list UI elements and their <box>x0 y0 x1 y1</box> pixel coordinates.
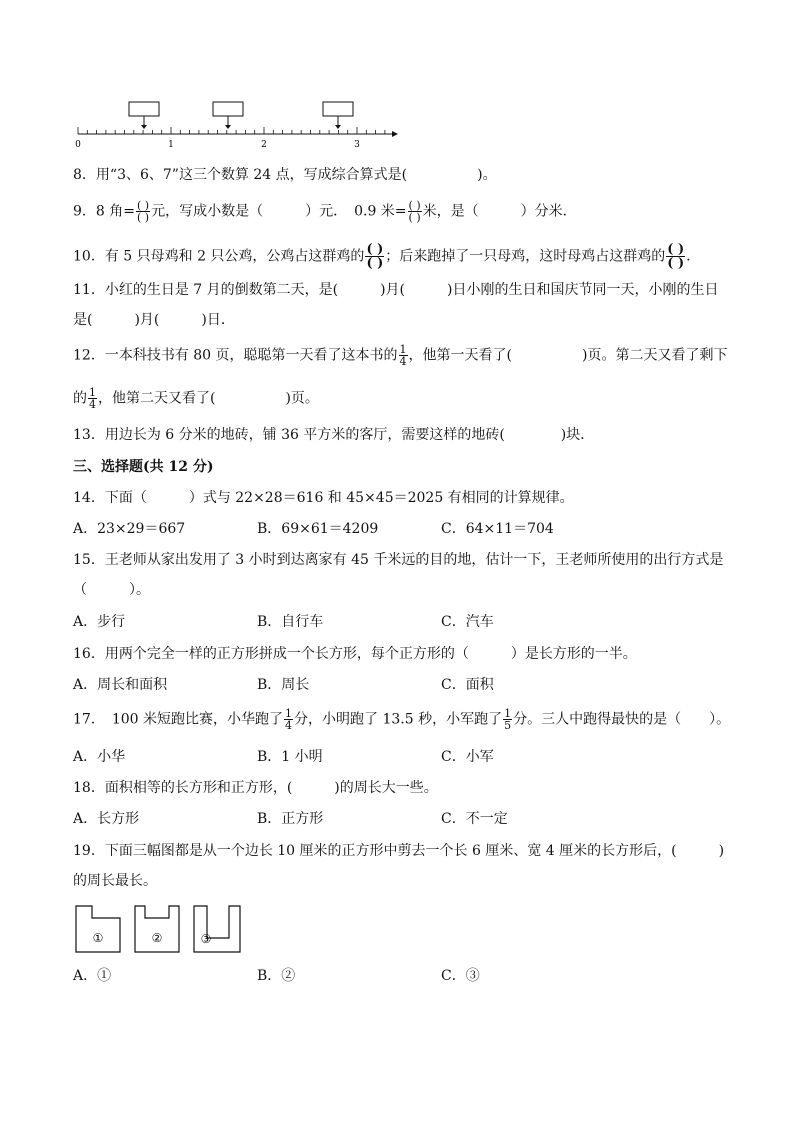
q17-fraction-1: $\frac{1}{4}$ <box>285 707 292 732</box>
axis-arrowhead <box>392 131 398 137</box>
section-3-heading: 三、选择题(共 12 分) <box>73 459 214 475</box>
q19-figure-2-label: ② <box>151 931 163 945</box>
question-15-line-1: 15．王老师从家出发用了 3 小时到达离家有 45 千米远的目的地，估计一下，王老师所使用的出行方式是 <box>73 552 724 568</box>
q16-option-b[interactable]: B．周长 <box>257 677 310 693</box>
q18-option-b[interactable]: B．正方形 <box>257 811 324 827</box>
q15-option-b[interactable]: B．自行车 <box>257 614 324 630</box>
q12-text-d: ，他第二天又看了( )页。 <box>98 390 319 407</box>
q17-text-b: 分，小明跑了 13.5 秒，小军跑了 <box>294 711 503 728</box>
q18-option-a[interactable]: A．长方形 <box>73 811 140 827</box>
question-17 <box>73 708 730 731</box>
question-9 <box>73 200 577 223</box>
q17-fraction-2: $\frac{1}{5}$ <box>504 707 512 732</box>
q12-fraction-2: $\frac{1}{4}$ <box>89 386 96 411</box>
q9-text-c: 米，是（ ）分米． <box>422 203 577 220</box>
axis-label-0: 0 <box>75 140 81 148</box>
q9-fraction-2: $\frac{( )}{( )}$ <box>408 199 421 224</box>
q16-option-a[interactable]: A．周长和面积 <box>73 677 168 693</box>
q17-text-a: 17． 100 米短跑比赛，小华跑了 <box>73 711 283 728</box>
q16-option-c[interactable]: C．面积 <box>441 677 494 693</box>
q12-text-c: 的 <box>73 390 87 407</box>
q14-option-b[interactable]: B．69×61＝4209 <box>257 521 379 537</box>
q19-figure-1-label: ① <box>92 931 104 945</box>
q17-option-a[interactable]: A．小华 <box>73 749 126 765</box>
question-12-line-1 <box>73 344 727 367</box>
q14-option-a[interactable]: A．23×29＝667 <box>73 521 186 537</box>
q12-text-a: 12．一本科技书有 80 页，聪聪第一天看了这本书的 <box>73 347 398 364</box>
question-11-line-1: 11．小红的生日是 7 月的倒数第二天，是( )月( )日小刚的生日和国庆节同一天，小刚的生日 <box>73 282 719 298</box>
q10-fraction-1: $\frac{( )}{( )}$ <box>366 242 384 271</box>
q9-fraction-1: $\frac{( )}{( )}$ <box>137 199 150 224</box>
axis-label-3: 3 <box>354 140 360 148</box>
q18-option-c[interactable]: C．不一定 <box>441 811 508 827</box>
question-13: 13．用边长为 6 分米的地砖，铺 36 平方米的客厅，需要这样的地砖( )块． <box>73 427 595 443</box>
answer-box-2 <box>213 102 243 116</box>
question-19-line-1: 19．下面三幅图都是从一个边长 10 厘米的正方形中剪去一个长 6 厘米、宽 4 厘米的长方形后，( ) <box>73 843 725 859</box>
question-11-line-2: 是( )月( )日． <box>73 312 235 328</box>
question-18: 18．面积相等的长方形和正方形，( )的周长大一些。 <box>73 780 438 796</box>
question-12-line-2 <box>73 387 319 410</box>
number-line-figure <box>70 98 410 148</box>
q19-figure-1 <box>76 906 120 952</box>
question-10 <box>73 243 691 270</box>
question-8: 8．用“3、6、7”这三个数算 24 点，写成综合算式是( )。 <box>73 167 497 183</box>
q17-option-b[interactable]: B．1 小明 <box>257 749 323 765</box>
q9-text-b: 元，写成小数是（ ）元． 0.9 米= <box>151 203 407 220</box>
axis-label-1: 1 <box>168 140 174 148</box>
question-15-line-2: （ ）。 <box>73 582 150 598</box>
question-16: 16．用两个完全一样的正方形拼成一个长方形，每个正方形的（ ）是长方形的一半。 <box>73 646 637 662</box>
q15-option-c[interactable]: C．汽车 <box>441 614 494 630</box>
question-19-line-2: 的周长最长。 <box>73 873 157 889</box>
q9-text-a: 9．8 角= <box>73 203 135 220</box>
q15-option-a[interactable]: A．步行 <box>73 614 126 630</box>
q19-option-a[interactable]: A．① <box>73 968 112 984</box>
axis-ticks <box>78 127 385 134</box>
question-14: 14．下面（ ）式与 22×28＝616 和 45×45＝2025 有相同的计算规律。 <box>73 490 574 506</box>
q17-option-c[interactable]: C．小军 <box>441 749 494 765</box>
answer-box-1 <box>129 102 159 116</box>
q19-option-c[interactable]: C．③ <box>441 968 480 984</box>
answer-box-3 <box>323 102 353 116</box>
q10-text-b: ；后来跑掉了一只母鸡，这时母鸡占这群鸡的 <box>385 248 666 265</box>
q19-figures <box>73 903 248 955</box>
axis-label-2: 2 <box>261 140 267 148</box>
q19-option-b[interactable]: B．② <box>257 968 296 984</box>
q10-text-c: . <box>686 248 691 265</box>
q14-option-c[interactable]: C．64×11＝704 <box>441 521 554 537</box>
q19-figure-3-label: ③ <box>200 932 212 946</box>
q12-text-b: ，他第一天看了( )页。第二天又看了剩下 <box>408 347 728 364</box>
q19-figure-2 <box>135 906 179 952</box>
q12-fraction-1: $\frac{1}{4}$ <box>399 343 407 368</box>
q17-text-c: 分。三人中跑得最快的是（ ）。 <box>513 711 731 728</box>
q10-fraction-2: $\frac{( )}{( )}$ <box>667 242 685 271</box>
q10-text-a: 10．有 5 只母鸡和 2 只公鸡，公鸡占这群鸡的 <box>73 248 365 265</box>
